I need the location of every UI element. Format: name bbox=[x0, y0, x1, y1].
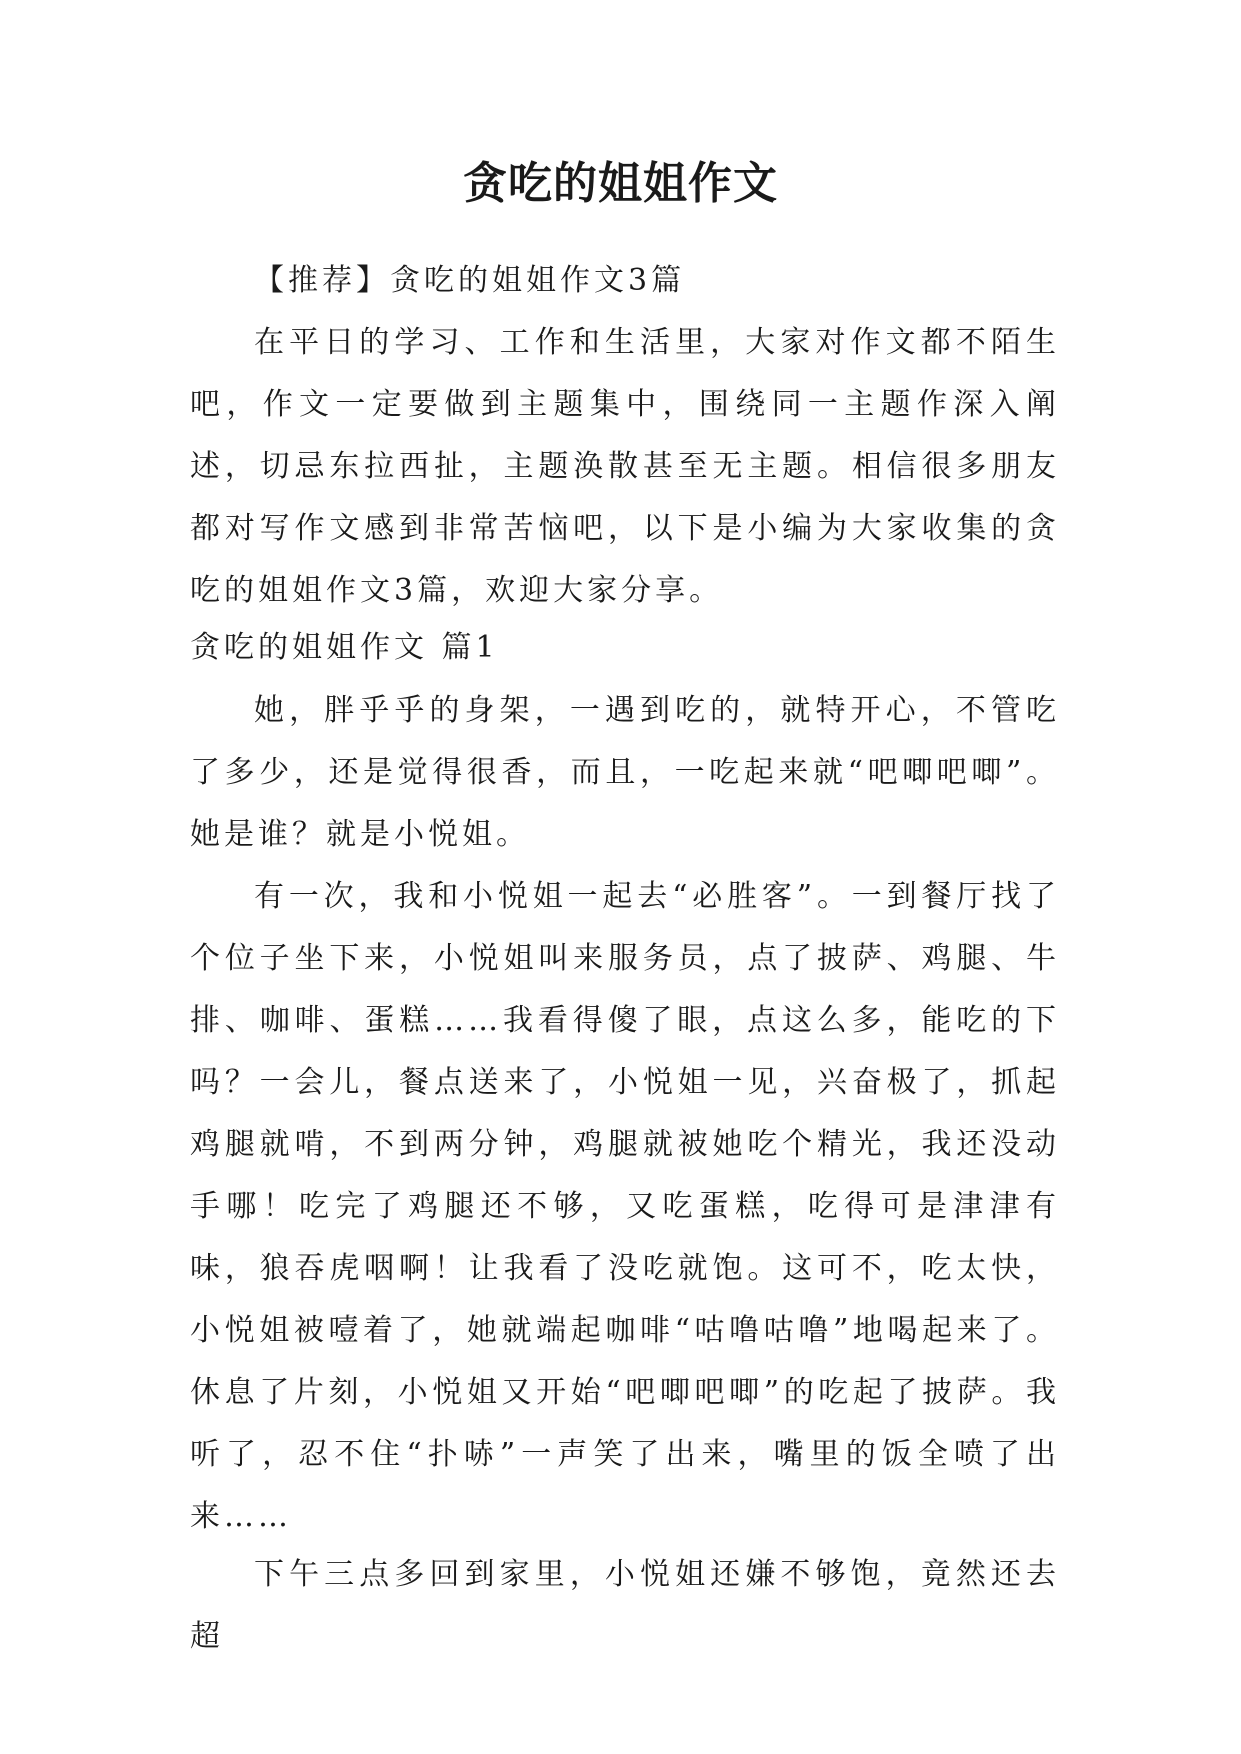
document-title: 贪吃的姐姐作文 bbox=[463, 158, 778, 209]
section-heading: 贪吃的姐姐作文 篇1 bbox=[190, 630, 499, 665]
paragraph-3: 下午三点多回到家里，小悦姐还嫌不够饱，竟然还去超 bbox=[190, 1557, 1060, 1654]
intro-paragraph: 在平日的学习、工作和生活里，大家对作文都不陌生吧，作文一定要做到主题集中，围绕同一主题作深入阐述，切忌东拉西扯，主题涣散甚至无主题。相信很多朋友都对写作文感到非常苦恼吧，以下是小编为大家收集的贪吃的姐姐作文3篇，欢迎大家分享。 bbox=[190, 325, 1060, 608]
paragraph-2: 有一次，我和小悦姐一起去“必胜客”。一到餐厅找了个位子坐下来，小悦姐叫来服务员，点了披萨、鸡腿、牛排、咖啡、蛋糕……我看得傻了眼，点这么多，能吃的下吗？一会儿，餐点送来了，小悦姐一见，兴奋极了，抓起鸡腿就啃，不到两分钟，鸡腿就被她吃个精光，我还没动手哪！吃完了鸡腿还不够，又吃蛋糕，吃得可是津津有味，狼吞虎咽啊！让我看了没吃就饱。这可不，吃太快，小悦姐被噎着了，她就端起咖啡“咕噜咕噜”地喝起来了。休息了片刻，小悦姐又开始“吧唧吧唧”的吃起了披萨。我听了，忍不住“扑哧”一声笑了出来，嘴里的饭全喷了出来…… bbox=[190, 879, 1060, 1534]
paragraph-1: 她，胖乎乎的身架，一遇到吃的，就特开心，不管吃了多少，还是觉得很香，而且，一吃起来就“吧唧吧唧”。她是谁？就是小悦姐。 bbox=[190, 693, 1060, 852]
recommend-line: 【推荐】贪吃的姐姐作文3篇 bbox=[254, 263, 686, 298]
